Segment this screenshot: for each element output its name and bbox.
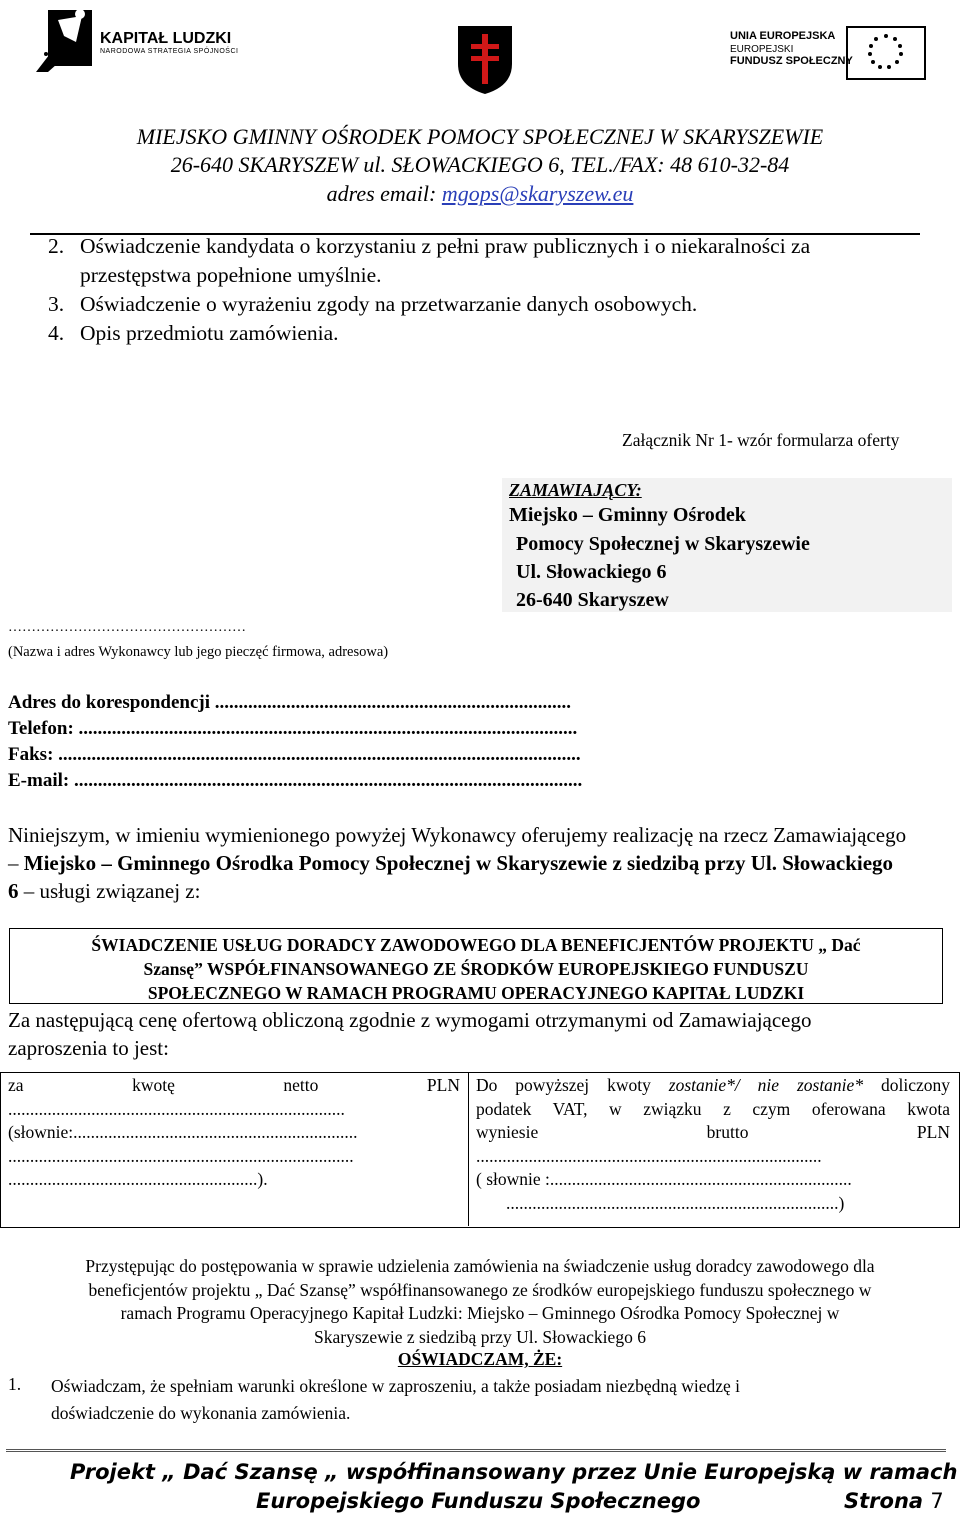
correspondence-address-field: Adres do korespondencji ...........................................................................: [8, 692, 571, 713]
phone-field: Telefon: .........................................................................................................: [8, 718, 578, 739]
vat-text: doliczony: [863, 1075, 951, 1095]
ordering-party-line: Pomocy Społecznej w Skaryszewie: [516, 533, 810, 555]
declarations-list: [8, 1373, 908, 1425]
list-item-text: Opis przedmiotu zamówienia.: [80, 321, 339, 345]
vat-option-text: zostanie*/ nie zostanie*: [668, 1075, 864, 1095]
price-intro-line: Za następującą cenę ofertową obliczoną zgodnie z wymogami otrzymanymi od Zamawiającego: [8, 1008, 812, 1032]
footer-page-label: Strona: [844, 1489, 924, 1513]
list-item-text: przestępstwa popełnione umyślnie.: [80, 263, 382, 287]
net-price-cell: [8, 1074, 460, 1192]
attachments-list: [48, 232, 928, 352]
declaration-title: OŚWIADCZAM, ŻE:: [397, 1349, 563, 1369]
net-price-dots: ...............................................................................: [8, 1145, 354, 1166]
gross-price-dots: ...............................................................................: [476, 1145, 822, 1166]
footer-page: [844, 1489, 944, 1513]
eu-line-1: UNIA EUROPEJSKA: [730, 30, 836, 42]
email-field: E-mail: ...........................................................................................................: [8, 770, 583, 791]
offer-bold-text: Miejsko – Gminnego Ośrodka Pomocy Społecznej w Skaryszewie z siedzibą przy Ul. Słowackiego 6: [8, 851, 894, 903]
gross-price-cell: [476, 1074, 950, 1215]
price-intro-line: zaproszenia to jest:: [8, 1036, 169, 1060]
contractor-name-caption: (Nazwa i adres Wykonawcy lub jego pieczęć firmowa, adresowa): [8, 644, 389, 660]
contractor-name-placeholder: ……………………………………………: [8, 620, 246, 635]
service-description: [12, 933, 940, 1005]
gross-price-words: ( słownie :.....................................................................: [476, 1169, 852, 1189]
procedure-intro: [10, 1255, 950, 1349]
procedure-intro-line: beneficjentów projektu „ Dać Szansę” współfinansowanego ze środków europejskiego funduszu społecznego w: [88, 1279, 872, 1300]
gross-price-dots: ............................................................................): [506, 1192, 845, 1213]
footer-project-line: Projekt „ Dać Szansę „ współfinansowany przez Unie Europejską w ramach: [70, 1460, 958, 1484]
net-price-dots: .........................................................).: [8, 1169, 268, 1189]
net-price-words: (słownie:.................................................................: [8, 1122, 358, 1142]
procedure-intro-line: Skaryszewie z siedzibą przy Ul. Słowackiego 6: [314, 1326, 646, 1347]
list-number: 4.: [48, 321, 65, 345]
eu-line-3: FUNDUSZ SPOŁECZNY: [730, 55, 853, 67]
list-number: 3.: [48, 292, 65, 316]
procedure-intro-line: Przystępując do postępowania w sprawie udzielenia zamówienia na świadczenie usług doradcy zawodowego dla: [85, 1256, 875, 1276]
header-email-label: adres email:: [326, 181, 442, 206]
declaration-number: 1.: [8, 1374, 22, 1394]
header-email-line: [0, 181, 960, 207]
kapital-ludzki-subtitle: NARODOWA STRATEGIA SPÓJNOŚCI: [100, 48, 239, 55]
service-line: ŚWIADCZENIE USŁUG DORADCY ZAWODOWEGO DLA BENEFICJENTÓW PROJEKTU „ Dać: [91, 935, 861, 955]
list-number: 2.: [48, 234, 65, 258]
footer-fund-line: Europejskiego Funduszu Społecznego: [256, 1489, 701, 1513]
list-item-text: Oświadczenie kandydata o korzystaniu z pełni praw publicznych i o niekaralności za: [80, 234, 811, 258]
net-price-label: za kwotę netto PLN: [8, 1075, 460, 1095]
vat-line: podatek VAT, w związku z czym oferowana kwota: [476, 1098, 950, 1119]
kapital-ludzki-logo: [36, 6, 256, 74]
vat-text: Do powyższej kwoty: [476, 1075, 669, 1095]
offer-paragraph: [8, 821, 908, 905]
price-intro: [8, 1006, 948, 1062]
kapital-ludzki-wordmark: KAPITAŁ LUDZKI: [100, 30, 232, 47]
price-table-divider: [468, 1072, 469, 1226]
eu-line-2: EUROPEJSKI: [730, 44, 794, 55]
ordering-party-line: Miejsko – Gminny Ośrodek: [509, 504, 746, 526]
offer-text: – usługi związanej z:: [18, 879, 201, 903]
eu-flag-icon: [846, 26, 926, 80]
footer-page-number: 7: [930, 1489, 944, 1513]
declaration-line: doświadczenie do wykonania zamówienia.: [51, 1403, 351, 1423]
ordering-party-line: Ul. Słowackiego 6: [516, 561, 667, 583]
net-price-dots: .............................................................................: [8, 1098, 345, 1119]
vat-line: [476, 1074, 950, 1098]
footer-rule: [6, 1449, 946, 1452]
coat-of-arms-icon: [456, 24, 514, 96]
eu-logo: [730, 26, 930, 82]
header-email-link[interactable]: mgops@skaryszew.eu: [441, 181, 634, 206]
header-institution: MIEJSKO GMINNY OŚRODEK POMOCY SPOŁECZNEJ W SKARYSZEWIE: [136, 124, 824, 149]
procedure-intro-line: ramach Programu Operacyjnego Kapitał Ludzki: Miejsko – Gminnego Ośrodka Pomocy Społecznej w: [120, 1303, 840, 1323]
attachment-title: Załącznik Nr 1- wzór formularza oferty: [622, 430, 900, 450]
declaration-text: [51, 1373, 911, 1427]
declaration-line: Oświadczam, że spełniam warunki określone w zaproszeniu, a także posiadam niezbędną wiedzę i: [51, 1376, 741, 1396]
gross-price-label: wyniesie brutto PLN: [476, 1122, 950, 1142]
list-item-text: Oświadczenie o wyrażeniu zgody na przetwarzanie danych osobowych.: [80, 292, 698, 316]
service-line: Szansę” WSPÓŁFINANSOWANEGO ZE ŚRODKÓW EUROPEJSKIEGO FUNDUSZU: [143, 959, 809, 979]
ordering-party-line: 26-640 Skaryszew: [516, 589, 669, 611]
header-address: 26-640 SKARYSZEW ul. SŁOWACKIEGO 6, TEL./FAX: 48 610-32-84: [170, 152, 790, 177]
service-line: SPOŁECZNEGO W RAMACH PROGRAMU OPERACYJNEGO KAPITAŁ LUDZKI: [147, 983, 805, 1003]
ordering-party-title: ZAMAWIAJĄCY:: [509, 480, 642, 500]
fax-field: Faks: ..............................................................................................................: [8, 744, 581, 765]
offer-text: Niniejszym, w imieniu wymienionego powyżej Wykonawcy oferujemy realizację na rzecz Zamawiającego –: [8, 823, 907, 875]
